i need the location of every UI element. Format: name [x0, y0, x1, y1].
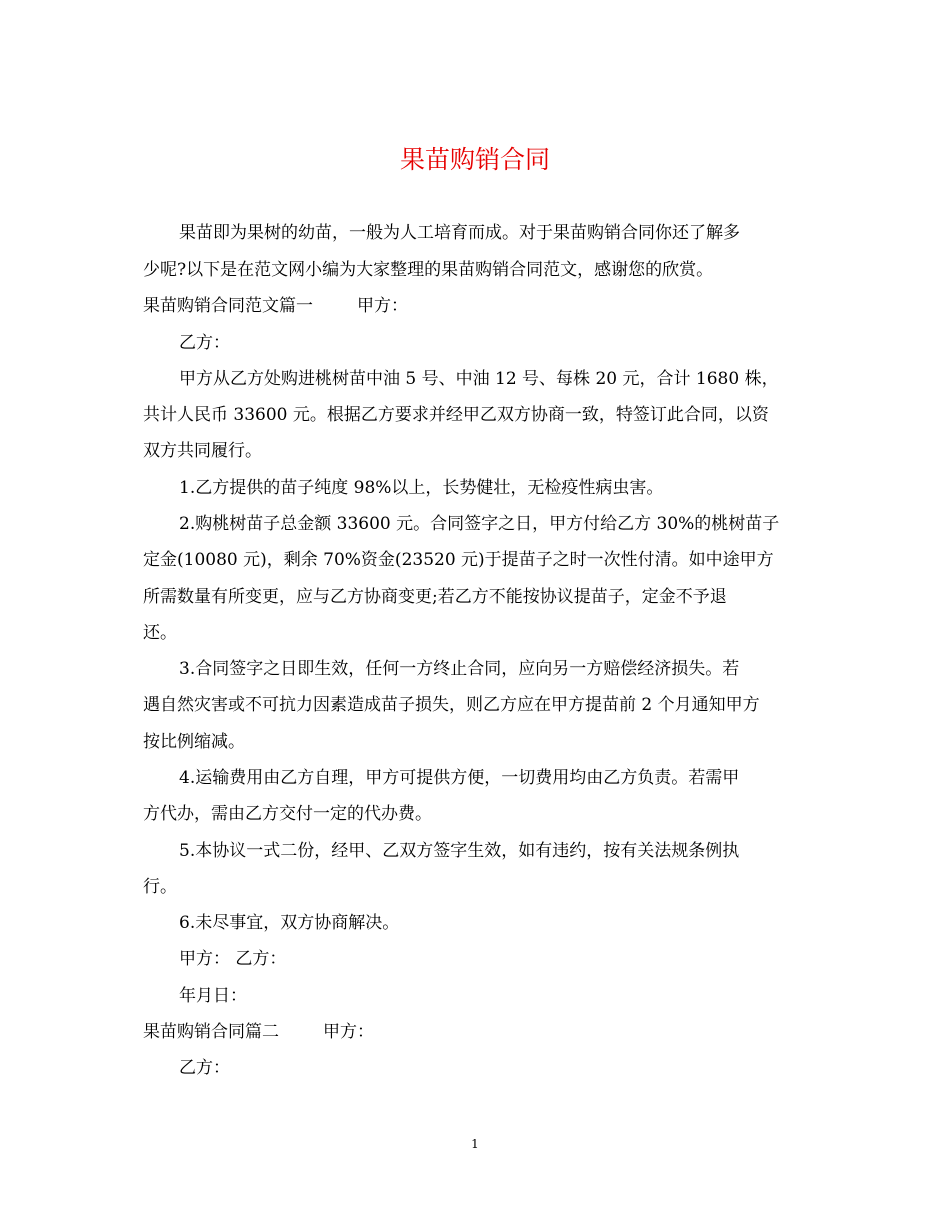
- section1-heading: 果苗购销合同范文篇一: [143, 296, 313, 316]
- clause-6-line-1: 6.未尽事宜，双方协商解决。: [179, 913, 400, 933]
- signature-date: 年月日：: [179, 986, 247, 1006]
- signature-line: 甲方： 乙方：: [179, 949, 287, 969]
- clause-3-line-1: 3.合同签字之日即生效，任何一方终止合同，应向另一方赔偿经济损失。若: [179, 659, 740, 679]
- clause-2-line-3: 所需数量有所变更，应与乙方协商变更;若乙方不能按协议提苗子，定金不予退: [143, 587, 727, 607]
- clause-4-line-1: 4.运输费用由乙方自理，甲方可提供方便，一切费用均由乙方负责。若需甲: [179, 768, 740, 788]
- clause-2-line-1: 2.购桃树苗子总金额 33600 元。合同签字之日，甲方付给乙方 30%的桃树苗子: [179, 514, 780, 534]
- page-number: 1: [471, 1137, 479, 1151]
- section2-heading-line: [143, 1019, 374, 1045]
- section2-party-a-label: 甲方：: [323, 1022, 374, 1042]
- clause-3-line-2: 遇自然灾害或不可抗力因素造成苗子损失，则乙方应在甲方提苗前 2 个月通知甲方: [143, 695, 760, 715]
- intro-line-1: 果苗即为果树的幼苗，一般为人工培育而成。对于果苗购销合同你还了解多: [179, 223, 740, 243]
- document-title: 果苗购销合同: [399, 145, 550, 174]
- purchase-line-1: 甲方从乙方处购进桃树苗中油 5 号、中油 12 号、每株 20 元，合计 1680 株，: [179, 369, 779, 389]
- clause-5-line-2: 行。: [143, 877, 177, 897]
- section2-heading: 果苗购销合同篇二: [143, 1022, 279, 1042]
- clause-3-line-3: 按比例缩减。: [143, 732, 245, 752]
- clause-2-line-4: 还。: [143, 623, 177, 643]
- section1-party-a-label: 甲方：: [357, 296, 408, 316]
- intro-line-2: 少呢?以下是在范文网小编为大家整理的果苗购销合同范文，感谢您的欣赏。: [143, 260, 714, 280]
- section1-heading-line: [143, 293, 408, 319]
- section2-party-b-label: 乙方：: [179, 1058, 230, 1078]
- clause-5-line-1: 5.本协议一式二份，经甲、乙双方签字生效，如有违约，按有关法规条例执: [179, 841, 740, 861]
- clause-1-line-1: 1.乙方提供的苗子纯度 98%以上，长势健壮，无检疫性病虫害。: [179, 478, 664, 498]
- purchase-line-3: 双方共同履行。: [143, 441, 262, 461]
- clause-2-line-2: 定金(10080 元)，剩余 70%资金(23520 元)于提苗子之时一次性付清。如中途甲方: [143, 550, 774, 570]
- section1-party-b-label: 乙方：: [179, 333, 230, 353]
- clause-4-line-2: 方代办，需由乙方交付一定的代办费。: [143, 804, 432, 824]
- purchase-line-2: 共计人民币 33600 元。根据乙方要求并经甲乙双方协商一致，特签订此合同，以资: [143, 405, 769, 425]
